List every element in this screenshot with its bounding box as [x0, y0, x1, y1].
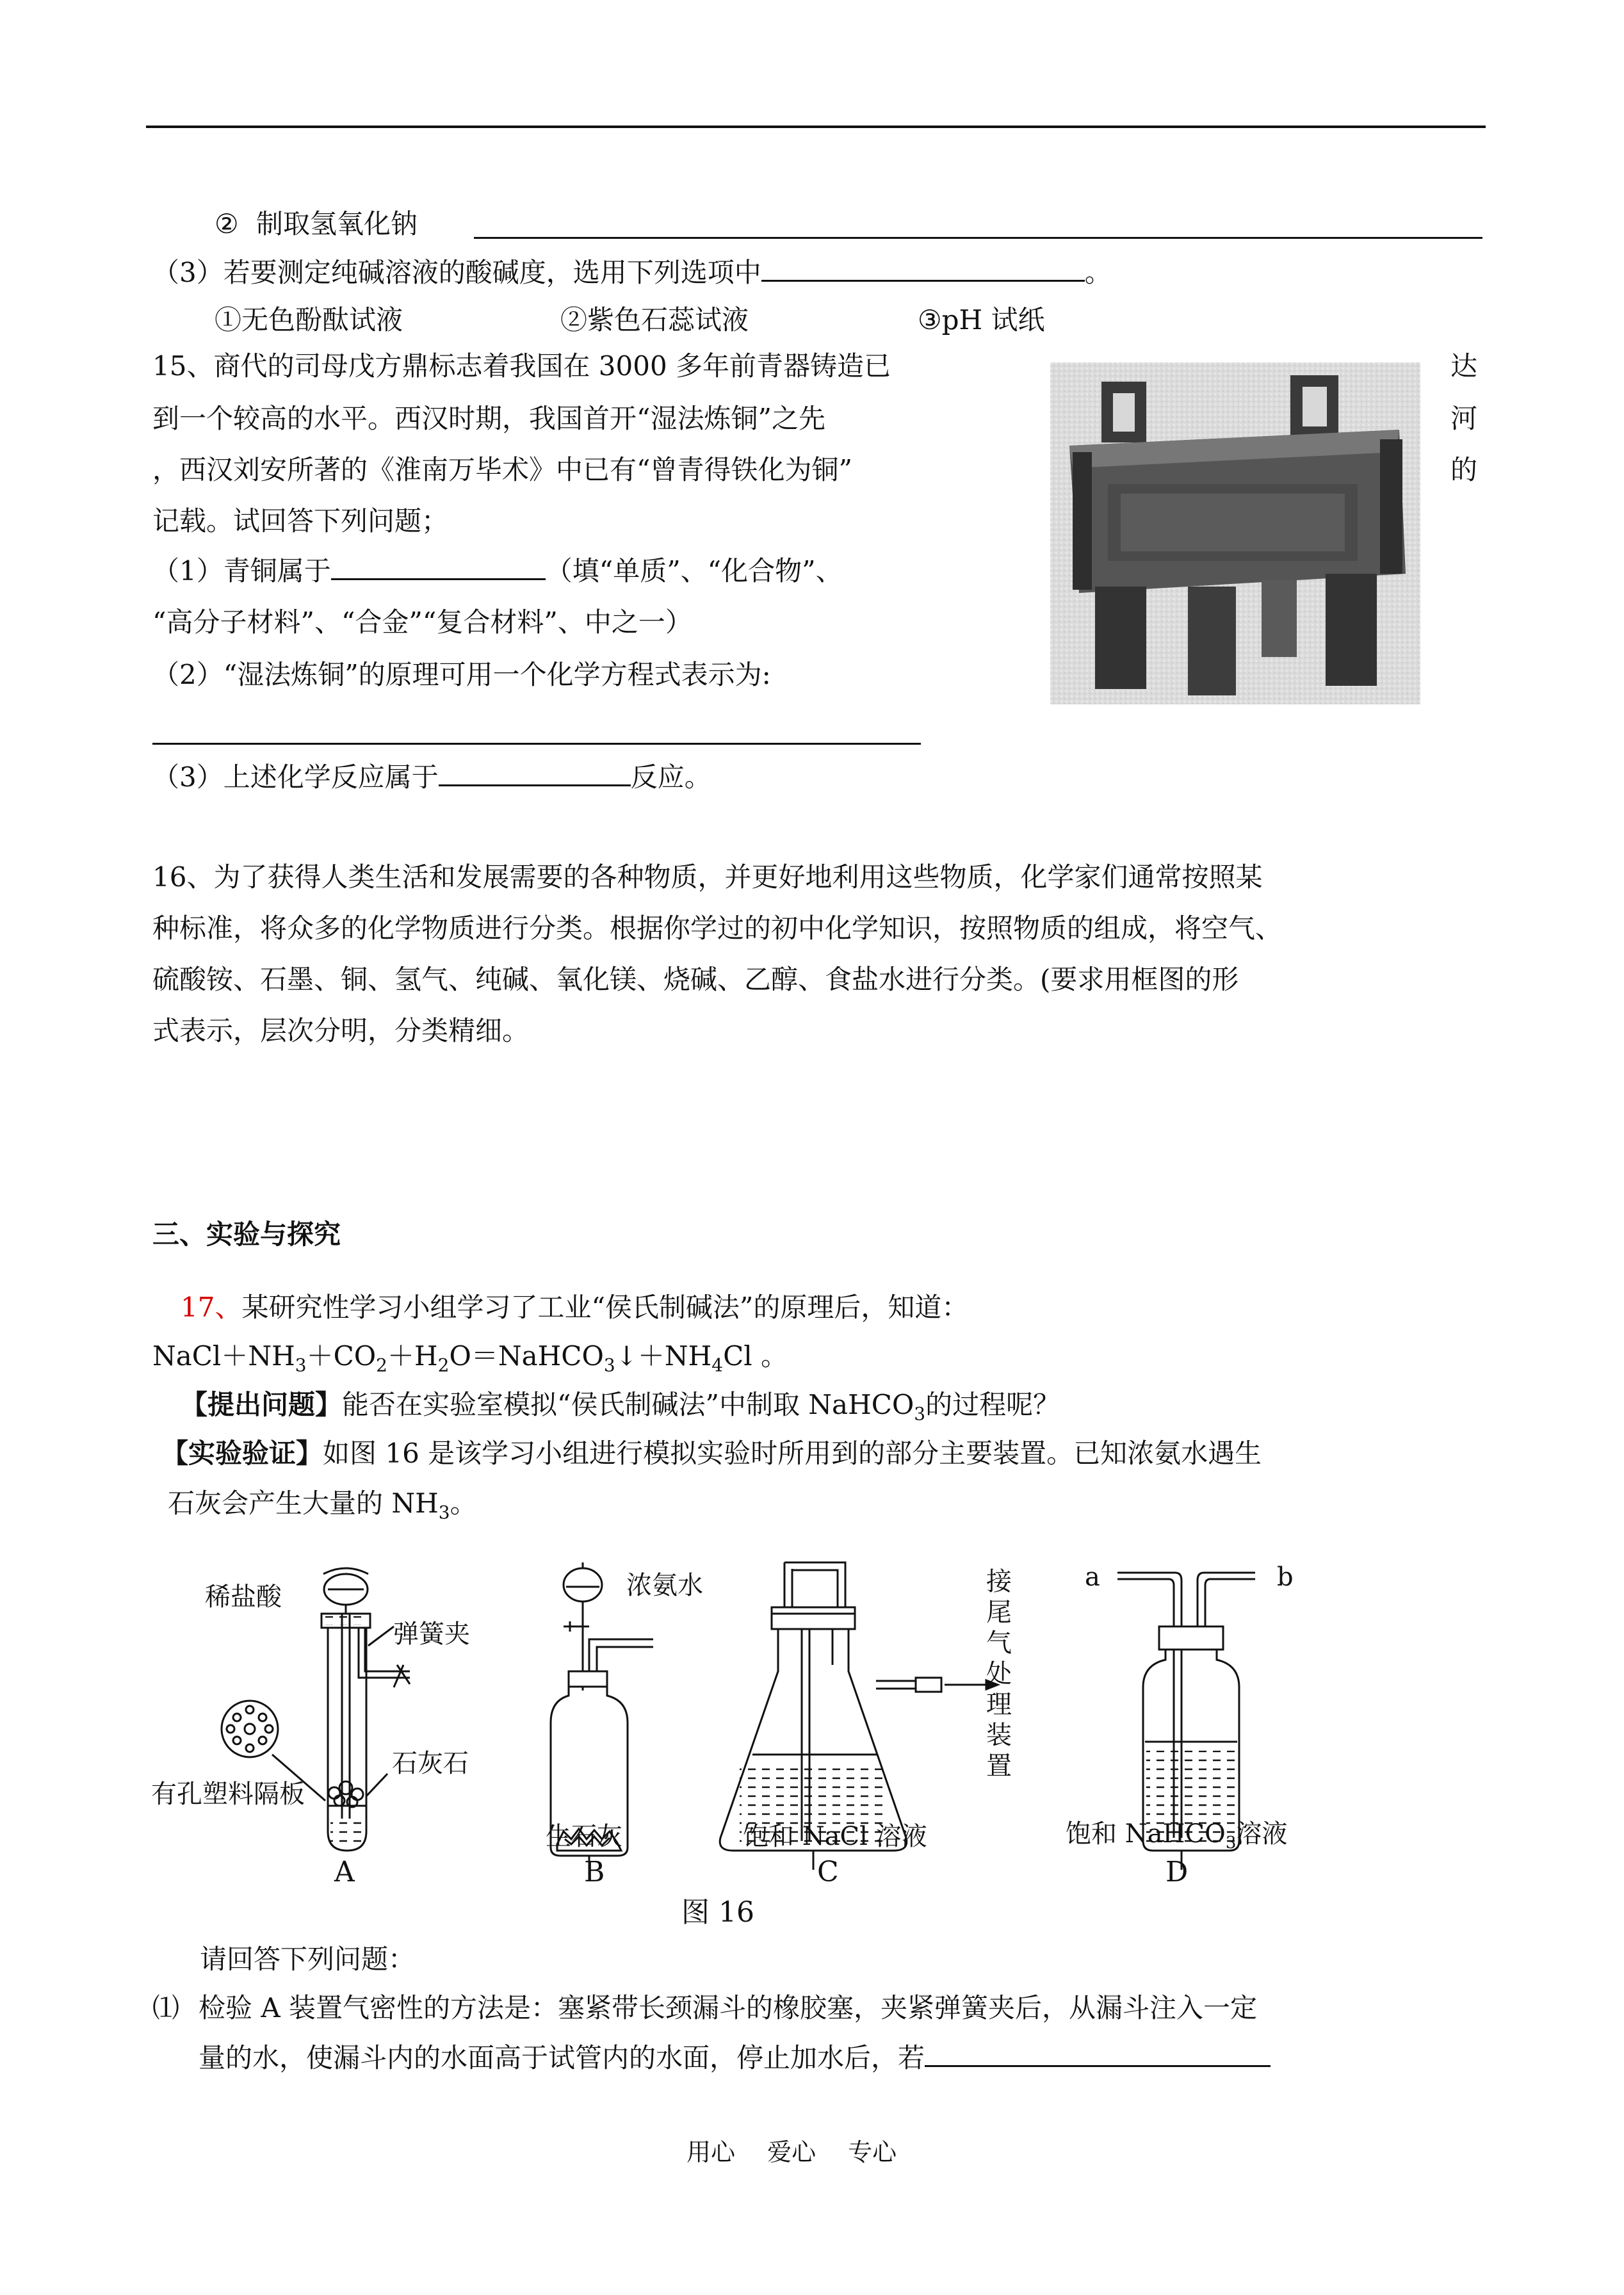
answer-blank[interactable]	[474, 237, 1482, 239]
q15-line2-right: 河	[1450, 403, 1478, 434]
eq-part: ↓＋NH	[615, 1340, 712, 1372]
q17-verify-cont	[168, 1484, 477, 1532]
formula-sub: 3	[438, 1502, 450, 1523]
q15-line3: ，西汉刘安所著的《淮南万毕术》中已有“曾青得铁化为铜”	[152, 454, 852, 485]
part-text: （3）上述化学反应属于	[152, 761, 439, 793]
part-text: （填“单质”、“化合物”、	[545, 555, 843, 587]
verify-text: 如图 16 是该学习小组进行模拟实验时所用到的部分主要装置。已知浓氨水遇生	[323, 1438, 1262, 1469]
answer-blank[interactable]	[925, 2040, 1271, 2067]
label-port-a: a	[1085, 1562, 1100, 1592]
label-apparatus-c: C	[817, 1856, 839, 1888]
question-text: 能否在实验室模拟“侯氏制碱法”中制取 NaHCO	[342, 1389, 914, 1420]
question-text: 量的水，使漏斗内的水面高于试管内的水面，停止加水后，若	[199, 2042, 925, 2073]
q17-intro	[181, 1288, 968, 1327]
q14-item3	[152, 254, 1112, 292]
q15-part2: （2）“湿法炼铜”的原理可用一个化学方程式表示为:	[152, 659, 771, 690]
option-3: ③pH 试纸	[918, 304, 1045, 336]
label-dilute-hcl: 稀盐酸	[205, 1582, 282, 1612]
q15-line4: 记载。试回答下列问题；	[152, 505, 449, 537]
formula-sub: 3	[914, 1403, 926, 1425]
section-label: 【提出问题】	[181, 1389, 343, 1420]
q15-line1-right: 达	[1450, 350, 1478, 382]
q15-part1-cont: “高分子材料”、“合金”“复合材料”、中之一）	[152, 606, 692, 638]
label-nahco3-solution	[1066, 1813, 1287, 1853]
question-text: 的过程呢？	[925, 1389, 1060, 1420]
label-nacl-solution: 饱和 NaCl 溶液	[743, 1822, 927, 1851]
eq-sub: 2	[376, 1354, 387, 1376]
q17-sub1-num: ⑴	[152, 1992, 180, 2023]
label-sub: 3	[1225, 1833, 1237, 1853]
part-text: （1）青铜属于	[152, 555, 331, 587]
q15-line2: 到一个较高的水平。西汉时期，我国首开“湿法炼铜”之先	[152, 403, 825, 434]
label-apparatus-d: D	[1165, 1856, 1189, 1888]
eq-part: NaCl＋NH	[152, 1340, 295, 1372]
q15-part3	[152, 758, 711, 797]
label-apparatus-a: A	[334, 1856, 355, 1888]
q17-sub1-line2	[199, 2039, 1271, 2077]
eq-sub: 2	[437, 1354, 450, 1376]
q17-sub1-line1: 检验 A 装置气密性的方法是：塞紧带长颈漏斗的橡胶塞，夹紧弹簧夹后，从漏斗注入一定	[199, 1992, 1258, 2023]
label-spring-clip: 弹簧夹	[393, 1619, 470, 1649]
label-perforated-plate: 有孔塑料隔板	[151, 1780, 305, 1809]
eq-part: ＋CO	[306, 1340, 377, 1372]
label-port-b: b	[1277, 1562, 1294, 1592]
q14-options	[215, 301, 1045, 339]
label-apparatus-b: B	[584, 1856, 605, 1888]
eq-part: Cl 。	[723, 1340, 788, 1372]
option-2: ②紫色石蕊试液	[560, 304, 749, 336]
label-limestone: 石灰石	[392, 1749, 469, 1778]
label-part: 饱和 NaHCO	[1066, 1819, 1226, 1849]
q16-line4: 式表示，层次分明，分类精细。	[152, 1015, 530, 1046]
answer-blank[interactable]	[439, 759, 631, 786]
item-end: 。	[1084, 257, 1112, 288]
section-title: 三、实验与探究	[152, 1219, 341, 1250]
q16-line3: 硫酸铵、石墨、铜、氢气、纯碱、氧化镁、烧碱、乙醇、食盐水进行分类。(要求用框图的形	[152, 964, 1239, 995]
question-number: 17、	[181, 1292, 242, 1323]
q15-line3-right: 的	[1450, 454, 1478, 485]
answer-blank[interactable]	[761, 254, 1085, 282]
eq-part: ＋H	[387, 1340, 438, 1372]
eq-part: O＝NaHCO	[449, 1340, 604, 1372]
item-text: （3）若要测定纯碱溶液的酸碱度，选用下列选项中	[152, 257, 761, 288]
q17-prompt: 请回答下列问题：	[200, 1943, 416, 1975]
part-text: 反应。	[630, 761, 711, 793]
verify-text: 。	[450, 1488, 477, 1519]
label-tail-gas: 接尾气处理装置	[986, 1567, 1012, 1781]
intro-text: 某研究性学习小组学习了工业“侯氏制碱法”的原理后，知道：	[241, 1292, 969, 1323]
item-number: ②	[215, 208, 239, 239]
q16-line1: 16、为了获得人类生活和发展需要的各种物质，并更好地利用这些物质，化学家们通常按照某	[152, 861, 1263, 893]
q17-equation	[152, 1337, 788, 1384]
label-quicklime: 生石灰	[546, 1822, 622, 1851]
figure-caption: 图 16	[681, 1896, 754, 1929]
header-rule	[146, 126, 1486, 128]
q15-line1: 15、商代的司母戊方鼎标志着我国在 3000 多年前青器铸造已	[152, 350, 891, 382]
label-part: 溶液	[1236, 1819, 1288, 1849]
item-text: 制取氢氧化钠	[256, 208, 418, 239]
label-conc-ammonia: 浓氨水	[626, 1571, 703, 1600]
q16-line2: 种标准，将众多的化学物质进行分类。根据你学过的初中化学知识，按照物质的组成，将空气、	[152, 912, 1283, 944]
section-label: 【实验验证】	[161, 1438, 323, 1469]
q17-question	[181, 1386, 1060, 1433]
q15-part1	[152, 552, 843, 590]
eq-sub: 3	[603, 1354, 615, 1376]
q17-verify	[161, 1434, 1262, 1473]
eq-sub: 3	[295, 1354, 307, 1376]
answer-blank[interactable]	[331, 553, 546, 580]
option-1: ①无色酚酞试液	[215, 304, 403, 336]
verify-text: 石灰会产生大量的 NH	[168, 1488, 439, 1519]
page-footer: 用心 爱心 专心	[686, 2138, 897, 2166]
q14-item2	[215, 205, 418, 243]
answer-blank[interactable]	[152, 743, 921, 745]
bronze-ding-photo	[1050, 362, 1420, 704]
eq-sub: 4	[711, 1354, 724, 1376]
